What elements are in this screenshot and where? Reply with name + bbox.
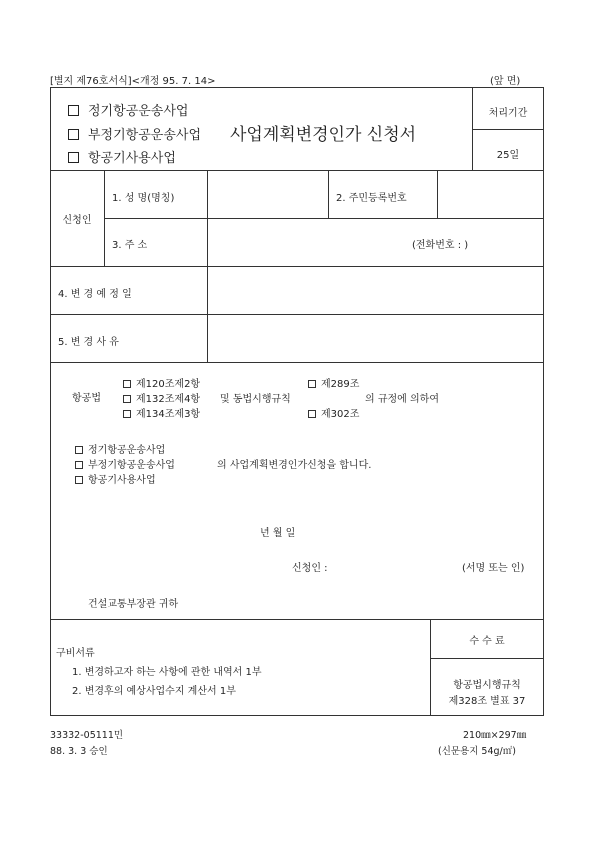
change-date-label: 4. 변 경 예 정 일 (58, 289, 132, 300)
documents-label: 구비서류 (56, 648, 95, 659)
document-item-2: 2. 변경후의 예상사업수지 계산서 1부 (72, 686, 236, 697)
checkbox-icon[interactable] (75, 446, 83, 454)
document-item-1: 1. 변경하고자 하는 사항에 관한 내역서 1부 (72, 667, 262, 678)
form-code: [별지 제76호서식]<개정 95. 7. 14> (50, 76, 216, 87)
checkbox-icon[interactable] (123, 380, 131, 388)
checkbox-icon[interactable] (68, 152, 79, 163)
fee-basis-1: 항공법시행규칙 (453, 680, 521, 691)
request-option-3: 항공기사용사업 (75, 471, 156, 486)
law-suffix: 의 규정에 의하여 (365, 394, 439, 405)
law-article-4: 제289조 (308, 375, 359, 390)
registration-number-label: 2. 주민등록번호 (336, 193, 407, 204)
request-option-2: 부정기항공운송사업 (75, 456, 175, 471)
checkbox-icon[interactable] (308, 410, 316, 418)
change-reason-label: 5. 변 경 사 유 (58, 337, 119, 348)
title-option-3: 항공기사용사업 (68, 147, 176, 166)
checkbox-icon[interactable] (68, 105, 79, 116)
footer-approval: 88. 3. 3 승인 (50, 746, 108, 757)
fee-basis-2: 제328조 별표 37 (448, 696, 526, 707)
applicant-sign-label: 신청인 : (292, 563, 328, 574)
application-date: 년 월 일 (260, 528, 296, 539)
phone-label: (전화번호 : ) (412, 240, 469, 251)
checkbox-icon[interactable] (123, 395, 131, 403)
law-article-2: 제132조제4항 (123, 390, 200, 405)
checkbox-icon[interactable] (308, 380, 316, 388)
law-prefix: 항공법 (72, 393, 101, 404)
checkbox-icon[interactable] (75, 461, 83, 469)
title-option-1: 정기항공운송사업 (68, 100, 188, 119)
law-article-3: 제134조제3항 (123, 405, 200, 420)
law-article-5: 제302조 (308, 405, 359, 420)
sign-note: (서명 또는 인) (462, 563, 525, 574)
request-text: 의 사업계획변경인가신청을 합니다. (217, 460, 372, 471)
title-option-2: 부정기항공운송사업 (68, 124, 201, 143)
law-mid-text: 및 동법시행규칙 (220, 394, 291, 405)
processing-period-label: 처리기간 (488, 108, 528, 119)
footer-size: 210㎜×297㎜ (463, 730, 527, 741)
addressee: 건설교통부장관 귀하 (88, 599, 179, 610)
fee-label: 수 수 료 (469, 636, 505, 647)
checkbox-icon[interactable] (123, 410, 131, 418)
name-label: 1. 성 명(명칭) (112, 193, 175, 204)
address-label: 3. 주 소 (112, 240, 148, 251)
request-option-1: 정기항공운송사업 (75, 441, 165, 456)
law-article-1: 제120조제2항 (123, 375, 200, 390)
footer-paper: (신문용지 54g/㎡) (438, 746, 516, 757)
side-label: (앞 면) (490, 76, 521, 87)
checkbox-icon[interactable] (68, 129, 79, 140)
applicant-label: 신청인 (62, 215, 92, 226)
checkbox-icon[interactable] (75, 476, 83, 484)
form-title: 사업계획변경인가 신청서 (230, 125, 417, 145)
processing-period-value: 25일 (496, 150, 520, 161)
footer-code: 33332-05111민 (50, 730, 124, 741)
